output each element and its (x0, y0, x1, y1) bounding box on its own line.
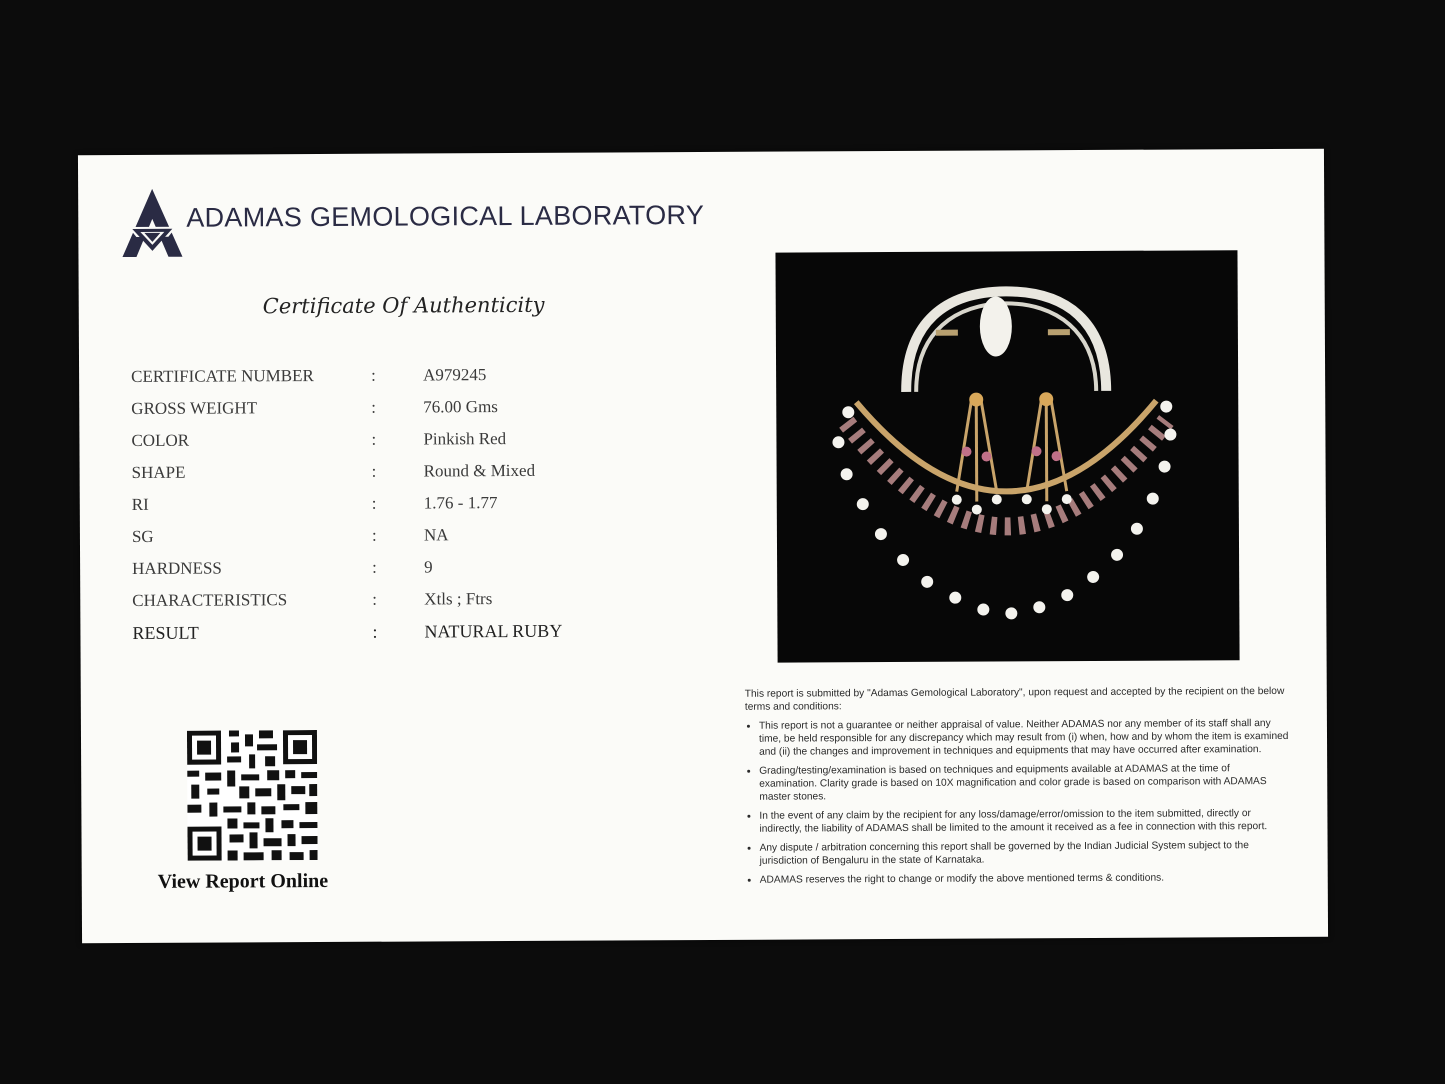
field-value: A979245 (423, 365, 487, 385)
field-separator: : (371, 365, 376, 385)
field-row (131, 364, 611, 399)
field-label: GROSS WEIGHT (131, 398, 258, 418)
certificate-title: Certificate Of Authenticity (262, 292, 545, 319)
lab-name: ADAMAS GEMOLOGICAL LABORATORY (186, 199, 705, 233)
field-row (131, 428, 611, 463)
field-label: CHARACTERISTICS (132, 590, 288, 610)
field-label: RI (131, 494, 149, 514)
terms-list (745, 717, 1291, 887)
result-label: RESULT (132, 622, 199, 643)
field-separator: : (371, 397, 377, 417)
field-row (132, 588, 612, 623)
field-value: NA (423, 525, 449, 545)
terms-item: • Any dispute / arbitration concerning this report shall be governed by the Indian Judicial System subject to the jurisdiction of Bengaluru in the state of Karnataka. (760, 839, 1291, 868)
view-report-online-link[interactable]: View Report Online (157, 869, 329, 893)
field-value: Round & Mixed (423, 460, 536, 481)
terms-item: • Grading/testing/examination is based on techniques and equipments available at ADAMAS at the time of examination. Clarity grade is based on 10X magnification and color grade is based on comparison with ADAMAS master stones. (759, 762, 1290, 804)
field-value: 76.00 Gms (423, 397, 498, 417)
result-row (132, 620, 612, 655)
field-value: Xtls ; Ftrs (424, 589, 493, 609)
certificate-fields (131, 364, 613, 655)
field-row (132, 492, 612, 527)
field-label: CERTIFICATE NUMBER (131, 366, 314, 386)
field-separator: : (372, 589, 378, 609)
terms-item: • ADAMAS reserves the right to change or modify the above mentioned terms & conditions. (760, 871, 1291, 887)
field-separator: : (372, 557, 377, 577)
field-label: SHAPE (131, 462, 186, 482)
field-label: HARDNESS (132, 558, 222, 578)
result-value: NATURAL RUBY (424, 620, 563, 642)
qr-code-icon[interactable] (187, 730, 318, 861)
field-label: SG (131, 526, 154, 546)
field-value: Pinkish Red (423, 429, 507, 449)
field-value: 9 (424, 557, 433, 577)
field-separator: : (371, 429, 377, 449)
terms-and-conditions (745, 685, 1291, 893)
field-row (132, 556, 612, 591)
field-row (131, 396, 611, 431)
terms-intro: This report is submitted by "Adamas Gemological Laboratory", upon request and accepted by the recipient on the below terms and conditions: (744, 685, 1285, 713)
terms-item: • In the event of any claim by the recipient for any loss/damage/error/omission to the item submitted, directly or indirectly, the liability of ADAMAS shall be limited to the amount it received as a fee in connection with this report. (759, 807, 1290, 836)
field-label: COLOR (131, 430, 190, 450)
field-row (132, 524, 612, 559)
adamas-diamond-logo-icon (118, 187, 186, 259)
field-separator: : (371, 493, 377, 513)
certificate-card (78, 149, 1328, 944)
necklace-and-earrings-photo (775, 250, 1239, 662)
terms-item: • This report is not a guarantee or neither appraisal of value. Neither ADAMAS nor any member of its staff shall any time, be held responsible for any discrepancy which may result from (i) when, how and by whom the item is examined and (ii) the changes and improvement in techniques and equipments that may have occurred after examination. (759, 717, 1290, 759)
field-separator: : (371, 461, 377, 481)
field-value: 1.76 - 1.77 (423, 493, 498, 513)
field-separator: : (371, 525, 377, 545)
field-separator: : (372, 621, 378, 642)
field-row (132, 460, 612, 495)
